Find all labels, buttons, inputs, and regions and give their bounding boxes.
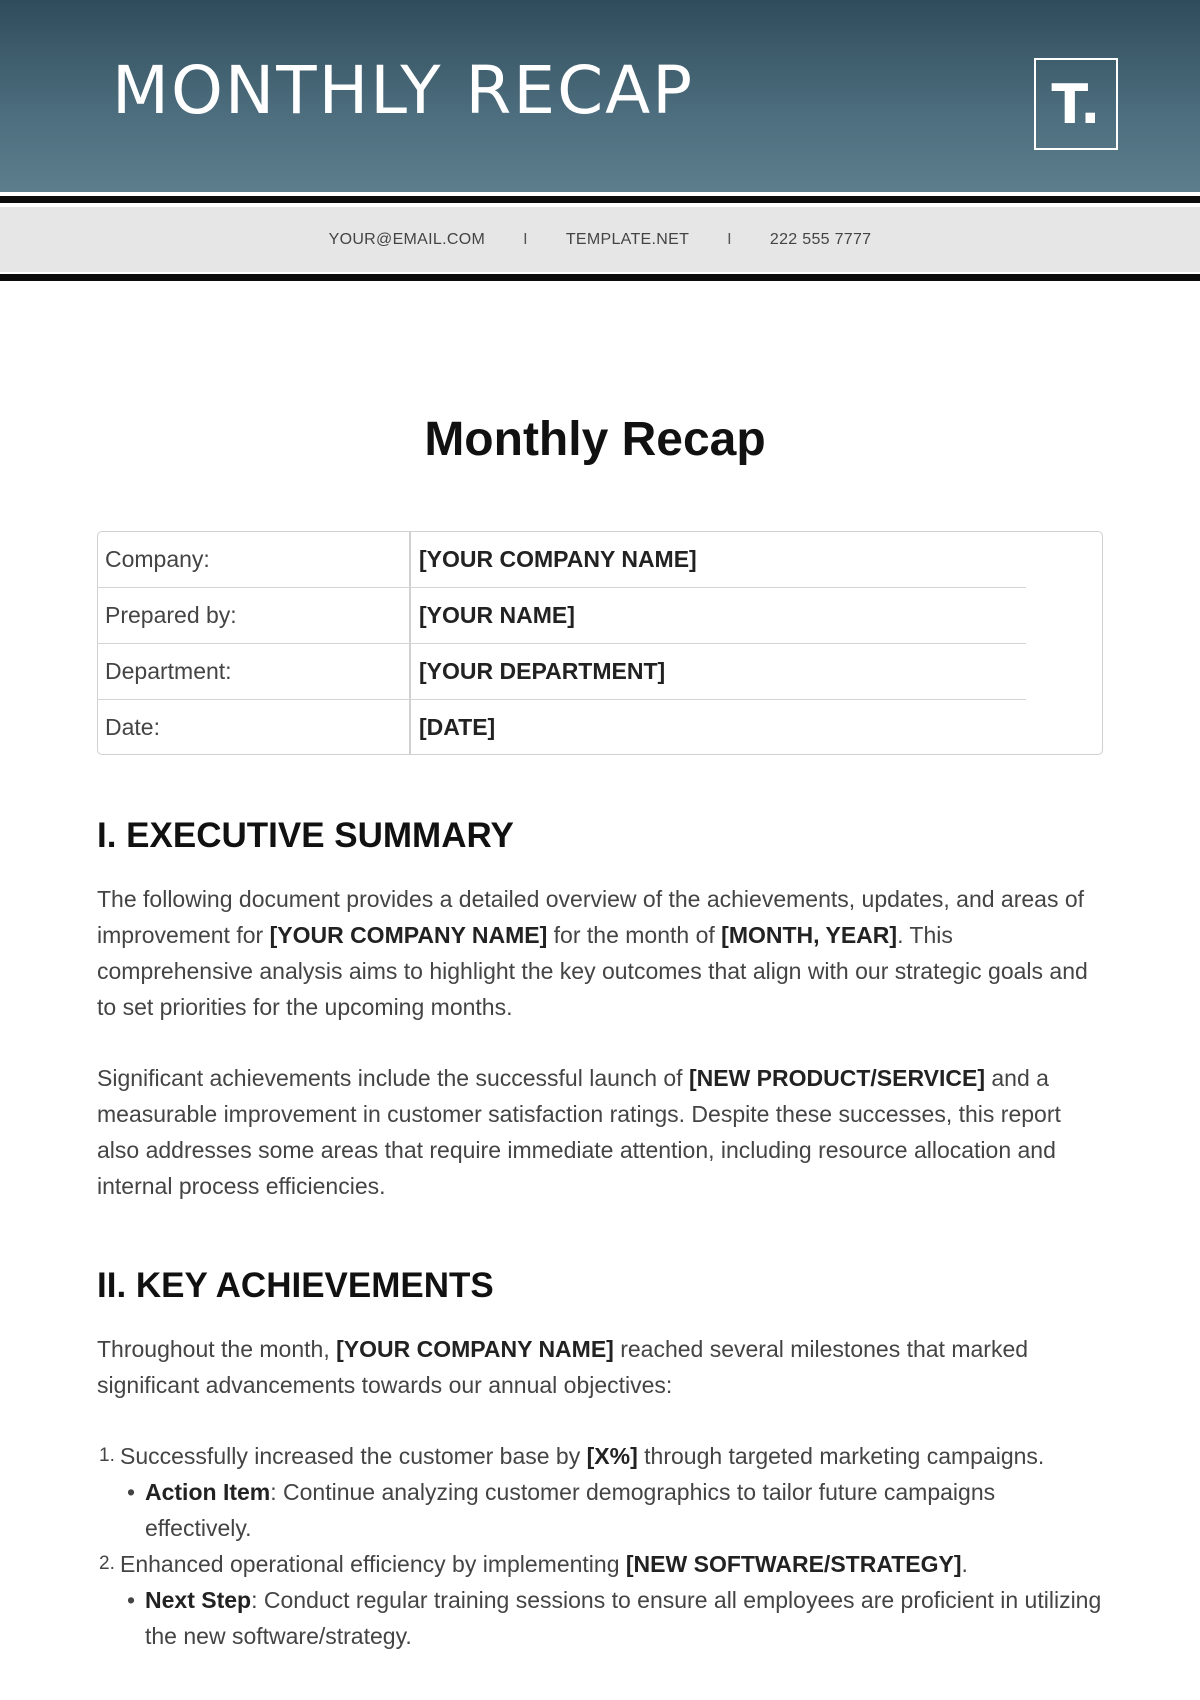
contact-separator: I [727,230,732,248]
contact-email: YOUR@EMAIL.COM [328,230,486,248]
contact-phone: 222 555 7777 [769,230,872,248]
info-label: Prepared by: [105,602,237,628]
info-label: Department: [105,658,232,684]
list-item: 1. Successfully increased the customer base by [X%] through targeted marketing campaigns. [97,1438,1107,1474]
contact-website: TEMPLATE.NET [565,230,690,248]
info-table [97,531,1103,755]
info-row-department [98,644,1102,700]
header-rule-bottom [0,274,1200,281]
executive-summary-paragraph-1: The following document provides a detailed overview of the achievements, updates, and areas of improvement for [YOUR COMPANY NAME] for the month of [MONTH, YEAR]. This comprehensive analysis aims to highlight the key outcomes that align with our strategic goals and to set priorities for the upcoming months. [97,886,1088,1020]
banner-title: MONTHLY RECAP [112,52,695,129]
bullet-icon: • [127,1479,136,1505]
info-value: [DATE] [419,714,496,740]
list-item: 2. Enhanced operational efficiency by implementing [NEW SOFTWARE/STRATEGY]. [97,1546,1107,1582]
key-achievements-heading: II. KEY ACHIEVEMENTS [97,1266,494,1305]
info-value: [YOUR NAME] [419,602,575,628]
bullet-icon: • [127,1587,136,1613]
list-number: 1. [99,1445,115,1466]
info-row-prepared-by [98,588,1102,644]
header-banner [0,0,1200,192]
executive-summary-heading: I. EXECUTIVE SUMMARY [97,816,514,855]
info-value: [YOUR DEPARTMENT] [419,658,666,684]
info-label: Company: [105,546,210,572]
list-subitem: • Action Item: Continue analyzing customer demographics to tailor future campaigns effectively. [97,1474,1107,1546]
document-title: Monthly Recap [424,413,766,466]
executive-summary-paragraph-2: Significant achievements include the successful launch of [NEW PRODUCT/SERVICE] and a measurable improvement in customer satisfaction ratings. Despite these successes, this report also addresses some areas that require immediate attention, including resource allocation and internal process efficiencies. [97,1065,1061,1199]
key-achievements-intro: Throughout the month, [YOUR COMPANY NAME] reached several milestones that marked significant advancements towards our annual objectives: [97,1336,1029,1398]
info-row-company [98,532,1102,588]
list-number: 2. [99,1553,115,1574]
info-value: [YOUR COMPANY NAME] [419,546,697,572]
brand-logo: T. [1034,58,1118,150]
contact-bar [0,207,1200,272]
list-subitem: • Next Step: Conduct regular training sessions to ensure all employees are proficient in utilizing the new software/strategy. [97,1582,1107,1654]
achievements-list [97,1438,1107,1654]
info-row-date [98,700,1102,756]
header-rule-top [0,196,1200,203]
contact-separator: I [523,230,528,248]
info-label: Date: [105,714,160,740]
